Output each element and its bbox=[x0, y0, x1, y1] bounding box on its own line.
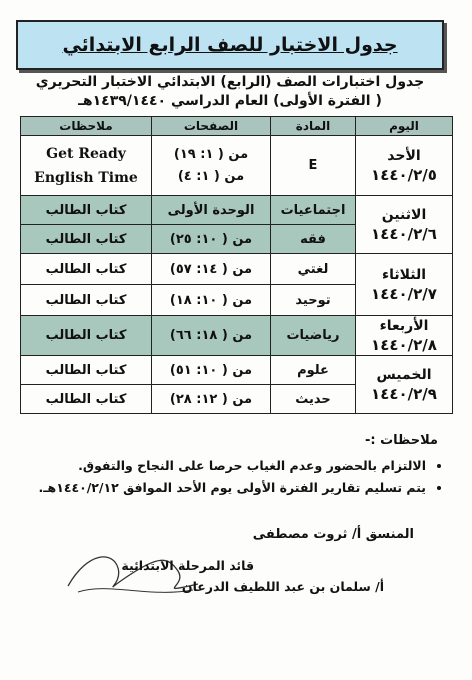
handwritten-signature bbox=[58, 546, 208, 604]
notes-cell bbox=[21, 136, 152, 196]
pages-cell: من ( ١٢: ٢٨) bbox=[152, 385, 271, 414]
header-subject: المادة bbox=[271, 117, 356, 136]
notes-cell: كتاب الطالب bbox=[21, 285, 152, 316]
day-date: ١٤٤٠/٢/٩ bbox=[371, 384, 437, 403]
header-pages: الصفحات bbox=[152, 117, 271, 136]
coordinator-signature: المنسق أ/ ثروت مصطفى bbox=[252, 527, 414, 542]
day-cell bbox=[356, 136, 453, 196]
header-notes: ملاحظات bbox=[21, 117, 152, 136]
notes-heading: ملاحظات :- bbox=[364, 433, 438, 448]
subject-cell: حديث bbox=[271, 385, 356, 414]
title-banner bbox=[16, 20, 444, 70]
day-cell bbox=[356, 316, 453, 356]
header-day: اليوم bbox=[356, 117, 453, 136]
pages-line: من ( ١: ١٩) bbox=[173, 146, 249, 162]
pages-cell: من ( ١٠: ٥١) bbox=[152, 356, 271, 385]
subject-cell: اجتماعيات bbox=[271, 196, 356, 225]
pages-cell: من ( ١٠: ١٨) bbox=[152, 285, 271, 316]
subject-cell: رياضيات bbox=[271, 316, 356, 356]
notes-cell: كتاب الطالب bbox=[21, 254, 152, 285]
notes-line: Get Ready bbox=[46, 145, 126, 162]
pages-cell: من ( ١٠: ٢٥) bbox=[152, 225, 271, 254]
pages-cell: من ( ١٤: ٥٧) bbox=[152, 254, 271, 285]
page-title: جدول الاختبار للصف الرابع الابتدائي bbox=[62, 34, 398, 56]
pages-line: من ( ١: ٤) bbox=[177, 168, 245, 184]
day-date: ١٤٤٠/٢/٨ bbox=[371, 335, 437, 354]
pages-cell: من ( ١٨: ٦٦) bbox=[152, 316, 271, 356]
subject-cell: لغتي bbox=[271, 254, 356, 285]
notes-cell: كتاب الطالب bbox=[21, 196, 152, 225]
notes-cell: كتاب الطالب bbox=[21, 385, 152, 414]
day-name: الثلاثاء bbox=[381, 266, 427, 283]
notes-cell: كتاب الطالب bbox=[21, 316, 152, 356]
day-name: الاثنين bbox=[381, 206, 427, 223]
table-row bbox=[21, 254, 453, 285]
notes-cell: كتاب الطالب bbox=[21, 356, 152, 385]
day-cell bbox=[356, 196, 453, 254]
table-header-row bbox=[21, 117, 453, 136]
pages-cell bbox=[152, 136, 271, 196]
day-name: الخميس bbox=[376, 366, 432, 383]
subtitle-line-2: ( الفترة الأولى) العام الدراسي ١٤٣٩/١٤٤٠هـ bbox=[78, 93, 382, 109]
day-cell bbox=[356, 356, 453, 414]
table-row bbox=[21, 196, 453, 225]
day-name: الأربعاء bbox=[379, 317, 429, 334]
list-item: • يتم تسليم تقارير الفترة الأولى يوم الأحد الموافق ١٤٤٠/٢/١٢هـ. bbox=[26, 477, 426, 499]
notes-line: English Time bbox=[34, 169, 138, 186]
subject-cell: فقه bbox=[271, 225, 356, 254]
day-date: ١٤٤٠/٢/٦ bbox=[371, 224, 437, 243]
day-date: ١٤٤٠/٢/٥ bbox=[371, 165, 437, 184]
notes-cell: كتاب الطالب bbox=[21, 225, 152, 254]
day-cell bbox=[356, 254, 453, 316]
leader-name: أ/ سلمان بن عبد اللطيف الدرعان bbox=[181, 579, 384, 594]
pages-cell: الوحدة الأولى bbox=[152, 196, 271, 225]
subject-cell: توحيد bbox=[271, 285, 356, 316]
day-date: ١٤٤٠/٢/٧ bbox=[371, 284, 437, 303]
exam-schedule-table bbox=[20, 116, 453, 414]
table-row bbox=[21, 356, 453, 385]
table-row bbox=[21, 136, 453, 196]
list-item: • الالتزام بالحضور وعدم الغياب حرصا على النجاح والتفوق. bbox=[26, 455, 426, 477]
notes-list bbox=[26, 455, 442, 499]
subject-cell: E bbox=[271, 136, 356, 196]
subtitle-line-1: جدول اختبارات الصف (الرابع) الابتدائي الاختبار التحريري bbox=[35, 74, 425, 90]
subject-cell: علوم bbox=[271, 356, 356, 385]
day-name: الأحد bbox=[387, 147, 421, 164]
table-row bbox=[21, 316, 453, 356]
leader-title: قائد المرحلة الابتدائية bbox=[121, 558, 254, 573]
